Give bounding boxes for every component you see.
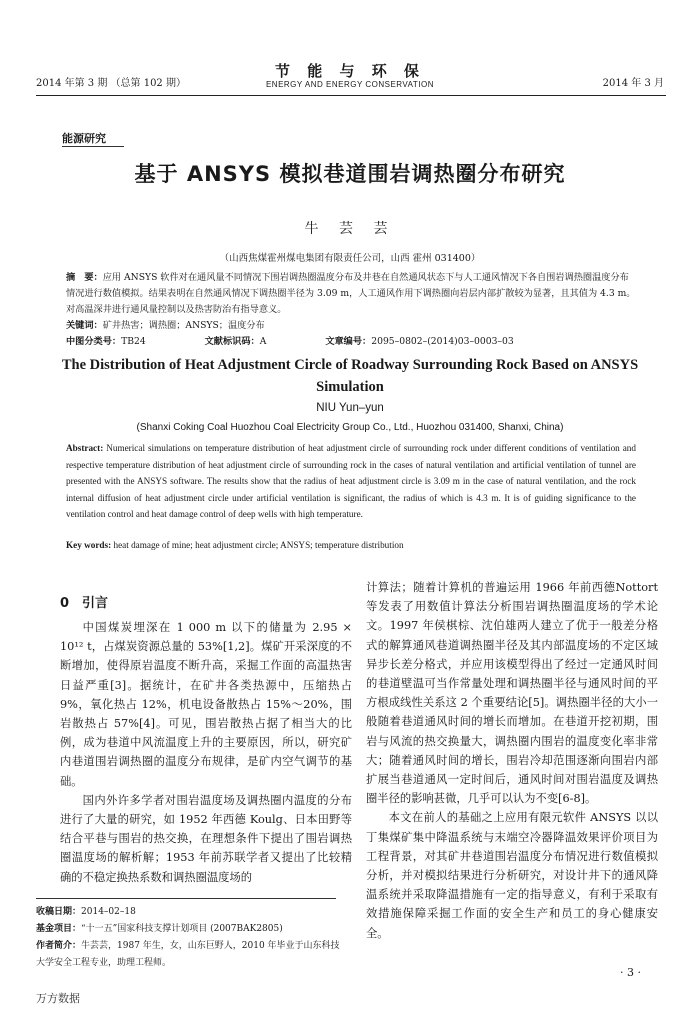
paragraph: 中国煤炭埋深在 1 000 m 以下的储量为 2.95 × 10¹² t，占煤炭资源总量的 53%[1,2]。煤矿开采深度的不断增加，使得原岩温度不断升高，采掘工作面的高温热害日益严重[3]。据统计，在矿井各类热源中，压缩热占 9%，氧化热占 12%，机电设备散热占 15%～20%，围岩散热占 57%[4]。可见，围岩散热占据了相当大的比例，成为巷道中风流温度上升的主要原因，所以，研究矿内巷道围岩调热圈的温度分布规律，是矿内空气调节的基础。 [60, 621, 352, 788]
abstract-en [66, 440, 636, 523]
section-label: 能源研究 [62, 132, 106, 145]
keywords-en [66, 540, 636, 550]
keywords-zh-label: 关键词： [66, 320, 103, 331]
watermark: 万方数据 [36, 992, 80, 1005]
footnotes [36, 904, 346, 972]
paragraph: 国内外许多学者对围岩温度场及调热圈内温度的分布进行了大量的研究，如 1952 年西德 Koulg、日本田野等结合平巷与围岩的热交换，在理想条件下提出了围岩调热圈温度场的解析解；1953 年前苏联学者又提出了比较精确的不稳定换热系数和调热圈温度场的 [60, 793, 352, 884]
doc-code: 文献标识码：A [204, 336, 267, 347]
body-right-column [366, 578, 658, 943]
journal-title-en: ENERGY AND ENERGY CONSERVATION [265, 80, 435, 89]
journal-title-cn: 节 能 与 环 保 [275, 62, 425, 80]
issue-date: 2014 年 3 月 [602, 78, 664, 89]
author-zh: 牛 芸 芸 [304, 221, 396, 237]
keywords-zh-text: 矿井热害；调热圈；ANSYS；温度分布 [102, 320, 265, 331]
clc-number: 中图分类号：TB24 [66, 336, 146, 347]
section-label-underline [62, 146, 124, 147]
article-number: 文章编号：2095–0802–(2014)03–0003–03 [325, 336, 514, 347]
paragraph: 本文在前人的基础之上应用有限元软件 ANSYS 以以丁集煤矿集中降温系统与末端空冷器降温效果评价项目为工程背景，对其矿井巷道围岩温度分布情况进行数值模拟分析，并对模拟结果进行分析研究，对设计井下的通风降温系统并采取降温措施有一定的指导意义，有利于采取有效措施保障采掘工作面的安全生产和员工的身心健康安全。 [366, 811, 658, 940]
received-date: 收稿日期：2014–02–18 [36, 907, 136, 917]
affiliation-en: (Shanxi Coking Coal Huozhou Coal Electricity Group Co., Ltd., Huozhou 031400, Shanxi, China) [136, 422, 564, 433]
abstract-zh-label: 摘 要： [66, 272, 103, 283]
abstract-en-text: Numerical simulations on temperature distribution of heat adjustment circle of surrounding rock under different conditions of ventilation and respective temperature distribution of heat adjustment circle of surrounding rock in the cases of natural ventilation and artificial ventilation of tunnel are presented with the ANSYS software. The results show that the radius of heat adjustment circle is 3.09 m in the case of natural ventilation, and the rock internal diffusion of heat adjustment circle under artificial ventilation is significant, the radius of which is 4.3 m. It is of guiding significance to the ventilation control and heat damage control of deep wells with high temperature. [66, 443, 636, 519]
abstract-zh [66, 270, 636, 318]
paper-title-zh: 基于 ANSYS 模拟巷道围岩调热圈分布研究 [134, 162, 566, 186]
fund-project: 基金项目：“十一五”国家科技支撑计划项目 (2007BAK2805) [36, 924, 283, 934]
header-divider [36, 95, 666, 96]
keywords-zh [66, 318, 636, 334]
abstract-en-label: Abstract: [66, 443, 104, 453]
author-en: NIU Yun–yun [316, 402, 384, 414]
footnote-divider [36, 898, 336, 899]
affiliation-zh: （山西焦煤霍州煤电集团有限责任公司，山西 霍州 031400） [219, 253, 481, 264]
paper-title-en: The Distribution of Heat Adjustment Circle of Roadway Surrounding Rock Based on ANSYS Simulation [61, 357, 639, 395]
body-left-column [60, 618, 352, 887]
issue-info: 2014 年第 3 期 （总第 102 期） [36, 78, 186, 89]
section-heading-intro: 0 引言 [60, 596, 109, 611]
paragraph: 计算法；随着计算机的普遍运用 1966 年前西德Nottort等发表了用数值计算法分析围岩调热圈温度场的学术论文。1997 年侯棋棕、沈伯雄两人建立了优于一般差分格式的解算通风巷道调热圈半径及其内部温度场的不定区域异步长差分格式，并应用该模型得出了经过一定通风时间的巷道壁温可当作常量处理和调热圈半径与通风时间的平方根成线性关系这 2 个重要结论[5]。调热圈半径的大小一般随着巷道通风时间的增长而增加。在巷道开挖初期，围岩与风流的热交换量大，调热圈内围岩的温度变化率非常大；随着通风时间的增长，围岩冷却范围逐渐向围岩内部扩展当巷道通风一定时间后，通风时间对围岩温度及调热圈半径的影响甚微，几乎可以认为不变[6-8]。 [366, 581, 658, 806]
classification-row [66, 334, 636, 350]
author-bio: 作者简介：牛芸芸，1987 年生，女，山东巨野人，2010 年毕业于山东科技大学安全工程专业，助理工程师。 [36, 941, 340, 968]
page-number: · 3 · [620, 966, 641, 979]
abstract-zh-text: 应用 ANSYS 软件对在通风量不同情况下围岩调热圈温度分布及井巷在自然通风状态下与人工通风情况下各自围岩调热圈温度分布情况进行数值模拟。结果表明在自然通风情况下调热圈半径为 3.09 m，人工通风作用下调热圈向岩层内部扩散较为显著，且其值为 4.3 m。对高温深井进行通风量控制以及热害防治有指导意义。 [66, 272, 636, 315]
keywords-en-text: heat damage of mine; heat adjustment circle; ANSYS; temperature distribution [113, 540, 404, 550]
keywords-en-label: Key words: [66, 540, 112, 550]
